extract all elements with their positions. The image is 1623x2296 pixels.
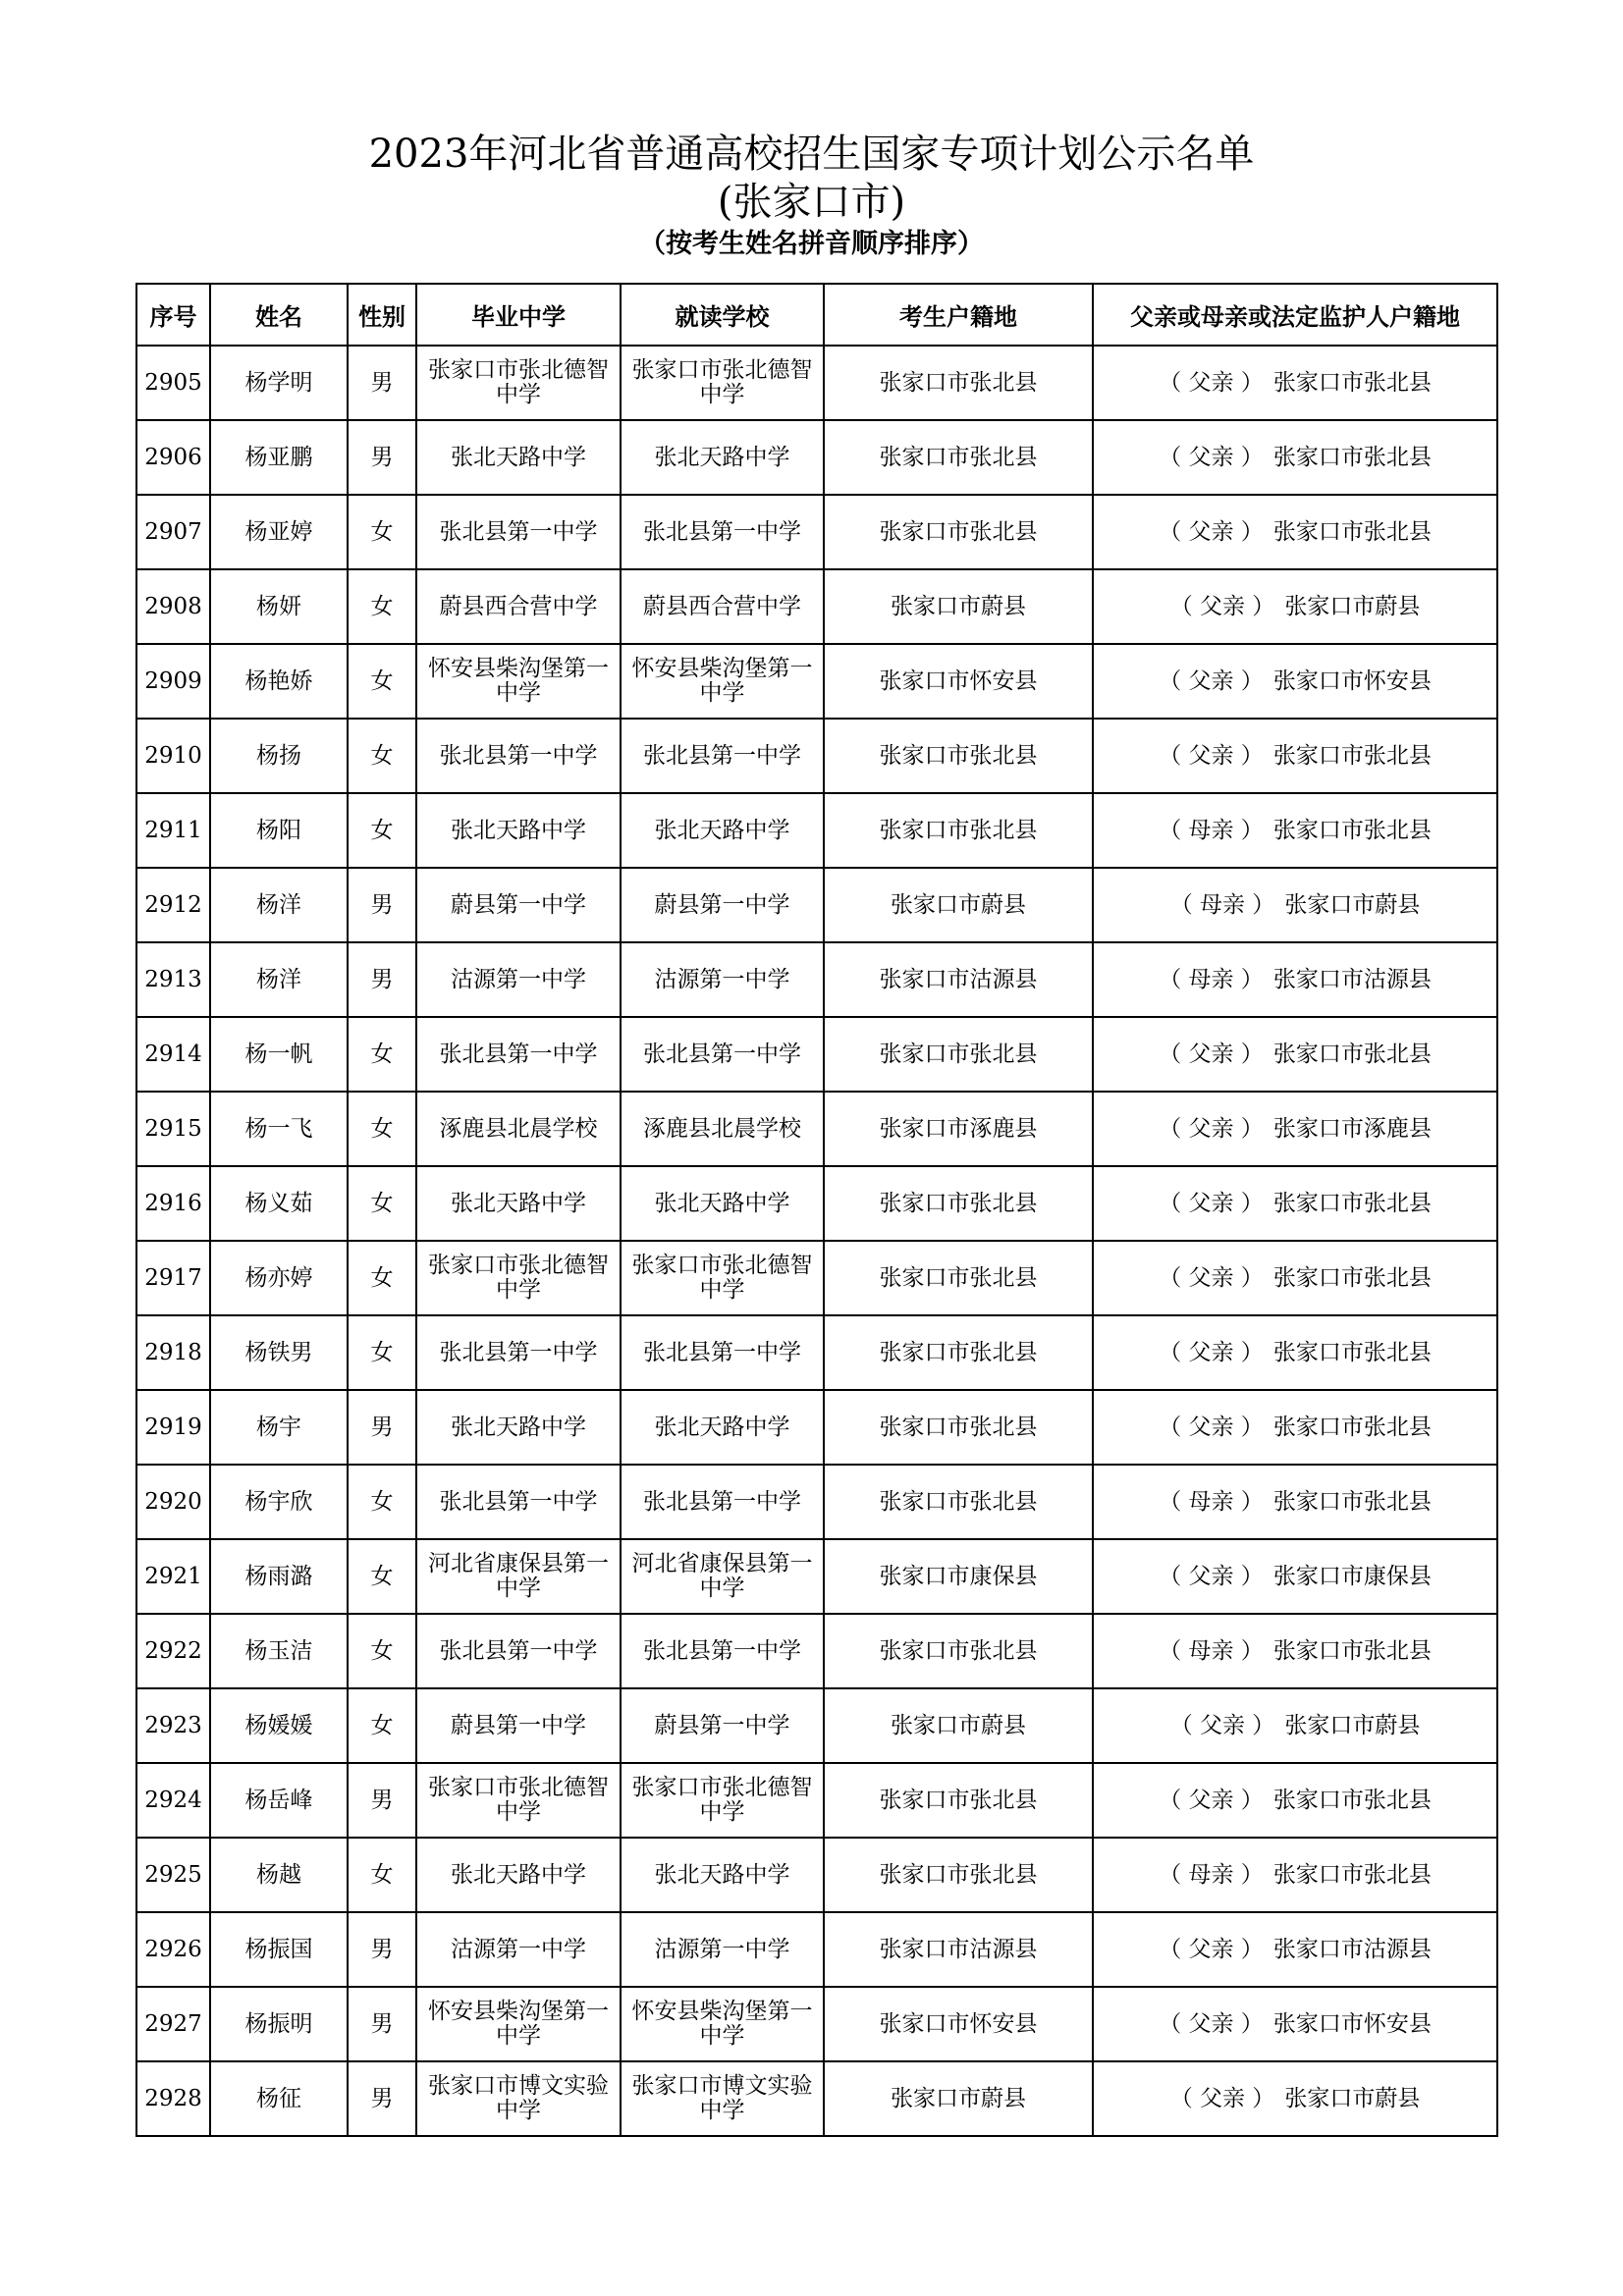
cell-hukou: 张家口市张北县 bbox=[824, 1763, 1093, 1838]
guardian-relation: （ 母亲 ） bbox=[1159, 817, 1264, 843]
cell-grad-school: 张家口市张北德智中学 bbox=[416, 346, 621, 420]
table-row bbox=[136, 1092, 1497, 1166]
cell-hukou: 张家口市蔚县 bbox=[824, 1688, 1093, 1763]
guardian-place: 张家口市张北县 bbox=[1272, 742, 1432, 769]
cell-gender: 女 bbox=[348, 1614, 416, 1688]
cell-guardian bbox=[1093, 420, 1497, 495]
table-row bbox=[136, 1838, 1497, 1912]
header-seq: 序号 bbox=[136, 284, 210, 346]
cell-guardian bbox=[1093, 495, 1497, 569]
cell-study-school: 张北天路中学 bbox=[621, 1838, 824, 1912]
guardian-place: 张家口市张北县 bbox=[1272, 1414, 1432, 1440]
cell-seq: 2910 bbox=[136, 719, 210, 793]
guardian-place: 张家口市蔚县 bbox=[1284, 593, 1421, 619]
cell-guardian bbox=[1093, 1241, 1497, 1315]
cell-grad-school: 张北天路中学 bbox=[416, 420, 621, 495]
cell-study-school: 张家口市张北德智中学 bbox=[621, 1241, 824, 1315]
cell-seq: 2911 bbox=[136, 793, 210, 868]
table-row bbox=[136, 942, 1497, 1017]
cell-gender: 女 bbox=[348, 569, 416, 644]
cell-hukou: 张家口市张北县 bbox=[824, 1315, 1093, 1390]
cell-seq: 2916 bbox=[136, 1166, 210, 1241]
guardian-relation: （ 父亲 ） bbox=[1159, 1339, 1264, 1365]
cell-seq: 2925 bbox=[136, 1838, 210, 1912]
table-row bbox=[136, 1539, 1497, 1614]
cell-grad-school: 张北县第一中学 bbox=[416, 495, 621, 569]
cell-hukou: 张家口市怀安县 bbox=[824, 1987, 1093, 2061]
roster-table bbox=[135, 283, 1498, 2137]
guardian-relation: （ 父亲 ） bbox=[1159, 2010, 1264, 2037]
cell-name: 杨妍 bbox=[210, 569, 348, 644]
guardian-relation: （ 父亲 ） bbox=[1159, 444, 1264, 470]
cell-guardian bbox=[1093, 1838, 1497, 1912]
cell-grad-school: 张北县第一中学 bbox=[416, 719, 621, 793]
table-row bbox=[136, 1017, 1497, 1092]
roster-body bbox=[136, 346, 1497, 2136]
cell-seq: 2912 bbox=[136, 868, 210, 942]
table-row bbox=[136, 346, 1497, 420]
cell-name: 杨越 bbox=[210, 1838, 348, 1912]
cell-grad-school: 河北省康保县第一中学 bbox=[416, 1539, 621, 1614]
header-study-school: 就读学校 bbox=[621, 284, 824, 346]
guardian-place: 张家口市怀安县 bbox=[1272, 667, 1432, 694]
cell-gender: 女 bbox=[348, 1539, 416, 1614]
cell-name: 杨铁男 bbox=[210, 1315, 348, 1390]
guardian-relation: （ 父亲 ） bbox=[1169, 2085, 1275, 2111]
cell-study-school: 张家口市张北德智中学 bbox=[621, 346, 824, 420]
cell-study-school: 张北天路中学 bbox=[621, 420, 824, 495]
cell-study-school: 张北县第一中学 bbox=[621, 719, 824, 793]
cell-name: 杨亦婷 bbox=[210, 1241, 348, 1315]
cell-grad-school: 蔚县第一中学 bbox=[416, 868, 621, 942]
cell-name: 杨宇欣 bbox=[210, 1465, 348, 1539]
cell-grad-school: 张北县第一中学 bbox=[416, 1315, 621, 1390]
cell-name: 杨雨潞 bbox=[210, 1539, 348, 1614]
guardian-place: 张家口市蔚县 bbox=[1284, 891, 1421, 918]
cell-hukou: 张家口市张北县 bbox=[824, 495, 1093, 569]
guardian-relation: （ 父亲 ） bbox=[1159, 1936, 1264, 1962]
cell-hukou: 张家口市张北县 bbox=[824, 1465, 1093, 1539]
guardian-place: 张家口市张北县 bbox=[1272, 369, 1432, 396]
guardian-place: 张家口市张北县 bbox=[1272, 1861, 1432, 1888]
cell-hukou: 张家口市张北县 bbox=[824, 793, 1093, 868]
cell-hukou: 张家口市张北县 bbox=[824, 1017, 1093, 1092]
cell-study-school: 张北县第一中学 bbox=[621, 1614, 824, 1688]
cell-gender: 男 bbox=[348, 1390, 416, 1465]
cell-gender: 男 bbox=[348, 868, 416, 942]
cell-guardian bbox=[1093, 1166, 1497, 1241]
guardian-place: 张家口市张北县 bbox=[1272, 1190, 1432, 1216]
header-hukou: 考生户籍地 bbox=[824, 284, 1093, 346]
cell-grad-school: 张家口市张北德智中学 bbox=[416, 1763, 621, 1838]
table-row bbox=[136, 420, 1497, 495]
cell-study-school: 张北天路中学 bbox=[621, 1390, 824, 1465]
table-row bbox=[136, 1614, 1497, 1688]
guardian-relation: （ 父亲 ） bbox=[1159, 1414, 1264, 1440]
cell-hukou: 张家口市张北县 bbox=[824, 1390, 1093, 1465]
cell-seq: 2909 bbox=[136, 644, 210, 719]
table-row bbox=[136, 868, 1497, 942]
guardian-relation: （ 父亲 ） bbox=[1159, 1563, 1264, 1589]
guardian-place: 张家口市张北县 bbox=[1272, 1787, 1432, 1813]
guardian-place: 张家口市张北县 bbox=[1272, 1041, 1432, 1067]
cell-grad-school: 沽源第一中学 bbox=[416, 1912, 621, 1987]
cell-grad-school: 张北县第一中学 bbox=[416, 1465, 621, 1539]
cell-study-school: 沽源第一中学 bbox=[621, 942, 824, 1017]
cell-guardian bbox=[1093, 1614, 1497, 1688]
cell-guardian bbox=[1093, 346, 1497, 420]
cell-gender: 女 bbox=[348, 793, 416, 868]
cell-seq: 2914 bbox=[136, 1017, 210, 1092]
cell-study-school: 涿鹿县北晨学校 bbox=[621, 1092, 824, 1166]
table-header-row bbox=[136, 284, 1497, 346]
cell-gender: 男 bbox=[348, 942, 416, 1017]
cell-guardian bbox=[1093, 719, 1497, 793]
cell-seq: 2906 bbox=[136, 420, 210, 495]
cell-grad-school: 怀安县柴沟堡第一中学 bbox=[416, 644, 621, 719]
guardian-place: 张家口市沽源县 bbox=[1272, 1936, 1432, 1962]
guardian-relation: （ 父亲 ） bbox=[1169, 593, 1275, 619]
cell-seq: 2928 bbox=[136, 2061, 210, 2136]
cell-seq: 2907 bbox=[136, 495, 210, 569]
cell-hukou: 张家口市怀安县 bbox=[824, 644, 1093, 719]
cell-seq: 2917 bbox=[136, 1241, 210, 1315]
cell-name: 杨学明 bbox=[210, 346, 348, 420]
cell-grad-school: 涿鹿县北晨学校 bbox=[416, 1092, 621, 1166]
cell-name: 杨宇 bbox=[210, 1390, 348, 1465]
cell-gender: 女 bbox=[348, 1017, 416, 1092]
cell-seq: 2926 bbox=[136, 1912, 210, 1987]
guardian-relation: （ 父亲 ） bbox=[1159, 1190, 1264, 1216]
cell-study-school: 怀安县柴沟堡第一中学 bbox=[621, 1987, 824, 2061]
cell-grad-school: 张北天路中学 bbox=[416, 1838, 621, 1912]
guardian-place: 张家口市蔚县 bbox=[1284, 1712, 1421, 1738]
cell-guardian bbox=[1093, 569, 1497, 644]
guardian-relation: （ 母亲 ） bbox=[1159, 1637, 1264, 1664]
guardian-place: 张家口市张北县 bbox=[1272, 1339, 1432, 1365]
header-guardian: 父亲或母亲或法定监护人户籍地 bbox=[1093, 284, 1497, 346]
guardian-place: 张家口市张北县 bbox=[1272, 1264, 1432, 1291]
guardian-place: 张家口市张北县 bbox=[1272, 1637, 1432, 1664]
header-gender: 性别 bbox=[348, 284, 416, 346]
guardian-place: 张家口市康保县 bbox=[1272, 1563, 1432, 1589]
header-name: 姓名 bbox=[210, 284, 348, 346]
cell-name: 杨岳峰 bbox=[210, 1763, 348, 1838]
cell-guardian bbox=[1093, 868, 1497, 942]
guardian-relation: （ 母亲 ） bbox=[1169, 891, 1275, 918]
cell-study-school: 张北县第一中学 bbox=[621, 1017, 824, 1092]
cell-study-school: 张北县第一中学 bbox=[621, 1315, 824, 1390]
cell-study-school: 张北天路中学 bbox=[621, 793, 824, 868]
guardian-relation: （ 母亲 ） bbox=[1159, 1861, 1264, 1888]
header-grad-school: 毕业中学 bbox=[416, 284, 621, 346]
guardian-relation: （ 父亲 ） bbox=[1159, 1787, 1264, 1813]
cell-guardian bbox=[1093, 1688, 1497, 1763]
table-row bbox=[136, 719, 1497, 793]
table-row bbox=[136, 1987, 1497, 2061]
guardian-place: 张家口市涿鹿县 bbox=[1272, 1115, 1432, 1142]
table-row bbox=[136, 644, 1497, 719]
cell-name: 杨征 bbox=[210, 2061, 348, 2136]
cell-study-school: 蔚县西合营中学 bbox=[621, 569, 824, 644]
page-subtitle: (张家口市) bbox=[717, 180, 906, 225]
cell-guardian bbox=[1093, 1092, 1497, 1166]
guardian-relation: （ 父亲 ） bbox=[1159, 742, 1264, 769]
table-row bbox=[136, 1315, 1497, 1390]
cell-grad-school: 怀安县柴沟堡第一中学 bbox=[416, 1987, 621, 2061]
cell-guardian bbox=[1093, 793, 1497, 868]
cell-name: 杨媛媛 bbox=[210, 1688, 348, 1763]
cell-name: 杨亚鹏 bbox=[210, 420, 348, 495]
table-row bbox=[136, 495, 1497, 569]
cell-hukou: 张家口市沽源县 bbox=[824, 1912, 1093, 1987]
cell-gender: 男 bbox=[348, 420, 416, 495]
cell-gender: 女 bbox=[348, 1092, 416, 1166]
cell-seq: 2919 bbox=[136, 1390, 210, 1465]
table-row bbox=[136, 1241, 1497, 1315]
cell-grad-school: 张家口市博文实验中学 bbox=[416, 2061, 621, 2136]
cell-guardian bbox=[1093, 1912, 1497, 1987]
cell-hukou: 张家口市蔚县 bbox=[824, 569, 1093, 644]
cell-name: 杨一飞 bbox=[210, 1092, 348, 1166]
table-row bbox=[136, 1688, 1497, 1763]
cell-hukou: 张家口市涿鹿县 bbox=[824, 1092, 1093, 1166]
cell-seq: 2921 bbox=[136, 1539, 210, 1614]
guardian-place: 张家口市沽源县 bbox=[1272, 966, 1432, 992]
cell-hukou: 张家口市张北县 bbox=[824, 719, 1093, 793]
cell-grad-school: 张北县第一中学 bbox=[416, 1614, 621, 1688]
guardian-relation: （ 母亲 ） bbox=[1159, 1488, 1264, 1515]
table-row bbox=[136, 2061, 1497, 2136]
cell-grad-school: 张北天路中学 bbox=[416, 1166, 621, 1241]
guardian-place: 张家口市张北县 bbox=[1272, 444, 1432, 470]
cell-seq: 2915 bbox=[136, 1092, 210, 1166]
cell-seq: 2923 bbox=[136, 1688, 210, 1763]
cell-gender: 女 bbox=[348, 1166, 416, 1241]
guardian-relation: （ 父亲 ） bbox=[1159, 1115, 1264, 1142]
cell-hukou: 张家口市张北县 bbox=[824, 1614, 1093, 1688]
guardian-relation: （ 父亲 ） bbox=[1159, 667, 1264, 694]
cell-hukou: 张家口市张北县 bbox=[824, 1838, 1093, 1912]
cell-study-school: 沽源第一中学 bbox=[621, 1912, 824, 1987]
cell-guardian bbox=[1093, 1465, 1497, 1539]
cell-guardian bbox=[1093, 1763, 1497, 1838]
cell-name: 杨义茹 bbox=[210, 1166, 348, 1241]
cell-name: 杨洋 bbox=[210, 942, 348, 1017]
cell-gender: 女 bbox=[348, 1838, 416, 1912]
cell-hukou: 张家口市张北县 bbox=[824, 420, 1093, 495]
guardian-relation: （ 父亲 ） bbox=[1169, 1712, 1275, 1738]
cell-name: 杨一帆 bbox=[210, 1017, 348, 1092]
guardian-relation: （ 父亲 ） bbox=[1159, 1264, 1264, 1291]
cell-hukou: 张家口市蔚县 bbox=[824, 868, 1093, 942]
cell-gender: 女 bbox=[348, 1241, 416, 1315]
cell-study-school: 蔚县第一中学 bbox=[621, 868, 824, 942]
cell-grad-school: 沽源第一中学 bbox=[416, 942, 621, 1017]
cell-grad-school: 张北天路中学 bbox=[416, 793, 621, 868]
table-row bbox=[136, 1166, 1497, 1241]
cell-seq: 2913 bbox=[136, 942, 210, 1017]
cell-seq: 2918 bbox=[136, 1315, 210, 1390]
cell-name: 杨阳 bbox=[210, 793, 348, 868]
title-block bbox=[0, 130, 1623, 263]
cell-hukou: 张家口市张北县 bbox=[824, 1241, 1093, 1315]
guardian-relation: （ 父亲 ） bbox=[1159, 369, 1264, 396]
table-row bbox=[136, 1912, 1497, 1987]
cell-hukou: 张家口市康保县 bbox=[824, 1539, 1093, 1614]
cell-name: 杨振国 bbox=[210, 1912, 348, 1987]
cell-name: 杨艳娇 bbox=[210, 644, 348, 719]
cell-seq: 2924 bbox=[136, 1763, 210, 1838]
cell-gender: 男 bbox=[348, 1987, 416, 2061]
cell-gender: 女 bbox=[348, 1688, 416, 1763]
cell-gender: 女 bbox=[348, 1465, 416, 1539]
guardian-place: 张家口市蔚县 bbox=[1284, 2085, 1421, 2111]
cell-seq: 2927 bbox=[136, 1987, 210, 2061]
cell-study-school: 张家口市张北德智中学 bbox=[621, 1763, 824, 1838]
cell-name: 杨扬 bbox=[210, 719, 348, 793]
cell-grad-school: 蔚县西合营中学 bbox=[416, 569, 621, 644]
cell-guardian bbox=[1093, 644, 1497, 719]
cell-seq: 2920 bbox=[136, 1465, 210, 1539]
table-row bbox=[136, 793, 1497, 868]
table-row bbox=[136, 1465, 1497, 1539]
cell-study-school: 蔚县第一中学 bbox=[621, 1688, 824, 1763]
guardian-relation: （ 父亲 ） bbox=[1159, 1041, 1264, 1067]
cell-hukou: 张家口市沽源县 bbox=[824, 942, 1093, 1017]
cell-study-school: 河北省康保县第一中学 bbox=[621, 1539, 824, 1614]
guardian-place: 张家口市张北县 bbox=[1272, 518, 1432, 545]
page-title: 2023年河北省普通高校招生国家专项计划公示名单 bbox=[368, 132, 1255, 177]
cell-guardian bbox=[1093, 1017, 1497, 1092]
cell-grad-school: 张北天路中学 bbox=[416, 1390, 621, 1465]
cell-gender: 女 bbox=[348, 495, 416, 569]
cell-guardian bbox=[1093, 1315, 1497, 1390]
cell-hukou: 张家口市蔚县 bbox=[824, 2061, 1093, 2136]
cell-gender: 男 bbox=[348, 346, 416, 420]
cell-guardian bbox=[1093, 1987, 1497, 2061]
cell-gender: 女 bbox=[348, 644, 416, 719]
cell-seq: 2922 bbox=[136, 1614, 210, 1688]
cell-guardian bbox=[1093, 1539, 1497, 1614]
guardian-place: 张家口市张北县 bbox=[1272, 1488, 1432, 1515]
cell-study-school: 张北县第一中学 bbox=[621, 1465, 824, 1539]
cell-grad-school: 张北县第一中学 bbox=[416, 1017, 621, 1092]
cell-gender: 男 bbox=[348, 1763, 416, 1838]
cell-study-school: 张北县第一中学 bbox=[621, 495, 824, 569]
cell-name: 杨玉洁 bbox=[210, 1614, 348, 1688]
guardian-relation: （ 母亲 ） bbox=[1159, 966, 1264, 992]
sort-note: （按考生姓名拼音顺序排序） bbox=[639, 229, 984, 259]
cell-study-school: 怀安县柴沟堡第一中学 bbox=[621, 644, 824, 719]
table-row bbox=[136, 1763, 1497, 1838]
cell-gender: 女 bbox=[348, 719, 416, 793]
cell-guardian bbox=[1093, 1390, 1497, 1465]
cell-seq: 2908 bbox=[136, 569, 210, 644]
cell-name: 杨洋 bbox=[210, 868, 348, 942]
cell-study-school: 张北天路中学 bbox=[621, 1166, 824, 1241]
cell-guardian bbox=[1093, 942, 1497, 1017]
cell-hukou: 张家口市张北县 bbox=[824, 1166, 1093, 1241]
cell-guardian bbox=[1093, 2061, 1497, 2136]
cell-gender: 男 bbox=[348, 1912, 416, 1987]
cell-name: 杨振明 bbox=[210, 1987, 348, 2061]
table-row bbox=[136, 569, 1497, 644]
guardian-relation: （ 父亲 ） bbox=[1159, 518, 1264, 545]
cell-grad-school: 张家口市张北德智中学 bbox=[416, 1241, 621, 1315]
cell-gender: 男 bbox=[348, 2061, 416, 2136]
guardian-place: 张家口市张北县 bbox=[1272, 817, 1432, 843]
cell-study-school: 张家口市博文实验中学 bbox=[621, 2061, 824, 2136]
cell-name: 杨亚婷 bbox=[210, 495, 348, 569]
guardian-place: 张家口市怀安县 bbox=[1272, 2010, 1432, 2037]
table-row bbox=[136, 1390, 1497, 1465]
cell-hukou: 张家口市张北县 bbox=[824, 346, 1093, 420]
cell-grad-school: 蔚县第一中学 bbox=[416, 1688, 621, 1763]
cell-gender: 女 bbox=[348, 1315, 416, 1390]
cell-seq: 2905 bbox=[136, 346, 210, 420]
